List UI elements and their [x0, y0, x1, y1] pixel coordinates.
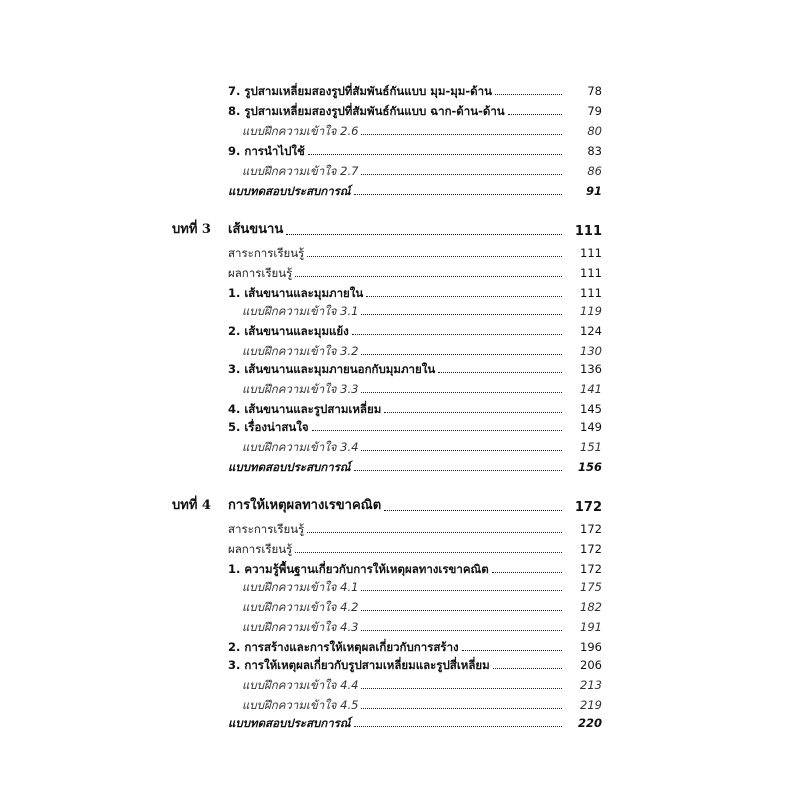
- entry-page: 136: [580, 362, 602, 376]
- toc-entry: [228, 398, 602, 417]
- toc-subentry: [242, 160, 602, 179]
- entry-page: 141: [580, 382, 602, 396]
- entry-page: 219: [580, 698, 602, 712]
- entry-page: 80: [587, 124, 602, 138]
- entry-page: 172: [580, 522, 602, 536]
- entry-title: แบบฝึกความเข้าใจ 2.6: [242, 124, 359, 138]
- toc-entry: [228, 262, 602, 281]
- chapter-label: บทที่ 3: [172, 222, 211, 237]
- entry-page: 111: [580, 246, 602, 260]
- entry-title: แบบทดสอบประสบการณ์: [228, 184, 351, 198]
- dot-leader: [361, 688, 562, 689]
- entry-title: แบบฝึกความเข้าใจ 3.2: [242, 344, 359, 358]
- entry-title: แบบฝึกความเข้าใจ 3.1: [242, 304, 359, 318]
- entry-title: แบบฝึกความเข้าใจ 2.7: [242, 164, 359, 178]
- entry-title: 3. การให้เหตุผลเกี่ยวกับรูปสามเหลี่ยมและรูปสี่เหลี่ยม: [228, 658, 490, 672]
- entry-page: 86: [587, 164, 602, 178]
- entry-page: 175: [580, 580, 602, 594]
- dot-leader: [462, 650, 562, 651]
- toc-subentry: [242, 300, 602, 319]
- entry-page: 124: [580, 324, 602, 338]
- toc-subentry: [242, 596, 602, 615]
- dot-leader: [361, 392, 562, 393]
- toc-subentry: [242, 674, 602, 693]
- entry-page: 206: [580, 658, 602, 672]
- toc-subentry: [242, 378, 602, 397]
- dot-leader: [361, 134, 562, 135]
- entry-title: แบบฝึกความเข้าใจ 3.3: [242, 382, 359, 396]
- toc-entry: [228, 320, 602, 339]
- dot-leader: [307, 256, 562, 257]
- toc-test-entry: [228, 456, 602, 475]
- dot-leader: [354, 470, 562, 471]
- toc-subentry: [242, 576, 602, 595]
- chapter-heading: [172, 218, 602, 240]
- dot-leader: [366, 296, 562, 297]
- toc-entry: [228, 518, 602, 537]
- dot-leader: [361, 708, 562, 709]
- entry-page: 79: [587, 104, 602, 118]
- dot-leader: [361, 174, 562, 175]
- entry-title: แบบฝึกความเข้าใจ 4.4: [242, 678, 359, 692]
- dot-leader: [508, 114, 562, 115]
- toc-entry: [228, 538, 602, 557]
- toc-test-entry: [228, 712, 602, 731]
- toc-entry: [228, 242, 602, 261]
- dot-leader: [384, 510, 562, 511]
- entry-page: 145: [580, 402, 602, 416]
- dot-leader: [493, 668, 562, 669]
- entry-title: 8. รูปสามเหลี่ยมสองรูปที่สัมพันธ์กันแบบ ฉาก-ด้าน-ด้าน: [228, 104, 505, 118]
- dot-leader: [286, 234, 562, 235]
- entry-page: 172: [580, 542, 602, 556]
- entry-title: สาระการเรียนรู้: [228, 246, 305, 260]
- entry-page: 156: [577, 460, 602, 474]
- entry-title: แบบฝึกความเข้าใจ 4.1: [242, 580, 359, 594]
- entry-title: 7. รูปสามเหลี่ยมสองรูปที่สัมพันธ์กันแบบ มุม-มุม-ด้าน: [228, 84, 492, 98]
- chapter-page: 172: [574, 500, 602, 515]
- entry-page: 149: [580, 420, 602, 434]
- dot-leader: [352, 334, 562, 335]
- entry-title: 1. เส้นขนานและมุมภายใน: [228, 286, 364, 300]
- toc-entry: [228, 80, 602, 99]
- entry-page: 130: [580, 344, 602, 358]
- entry-page: 83: [587, 144, 602, 158]
- dot-leader: [361, 314, 562, 315]
- entry-page: 196: [580, 640, 602, 654]
- dot-leader: [438, 372, 562, 373]
- toc-entry: [228, 654, 602, 673]
- dot-leader: [354, 726, 562, 727]
- chapter-heading: [172, 494, 602, 516]
- entry-page: 78: [587, 84, 602, 98]
- entry-page: 151: [580, 440, 602, 454]
- entry-page: 91: [585, 184, 602, 198]
- entry-title: แบบฝึกความเข้าใจ 4.5: [242, 698, 359, 712]
- dot-leader: [361, 630, 562, 631]
- entry-page: 213: [580, 678, 602, 692]
- dot-leader: [361, 354, 562, 355]
- entry-page: 182: [580, 600, 602, 614]
- toc-subentry: [242, 120, 602, 139]
- entry-page: 191: [580, 620, 602, 634]
- entry-title: แบบฝึกความเข้าใจ 3.4: [242, 440, 359, 454]
- dot-leader: [295, 552, 562, 553]
- entry-title: 2. การสร้างและการให้เหตุผลเกี่ยวกับการสร้าง: [228, 640, 459, 654]
- entry-title: ผลการเรียนรู้: [228, 266, 293, 280]
- toc-subentry: [242, 436, 602, 455]
- dot-leader: [312, 430, 562, 431]
- toc-entry: [228, 100, 602, 119]
- toc-subentry: [242, 694, 602, 713]
- entry-page: 172: [580, 562, 602, 576]
- dot-leader: [307, 532, 562, 533]
- chapter-title: เส้นขนาน: [228, 222, 284, 237]
- entry-title: 5. เรื่องน่าสนใจ: [228, 420, 309, 434]
- entry-page: 111: [580, 286, 602, 300]
- entry-title: แบบฝึกความเข้าใจ 4.2: [242, 600, 359, 614]
- toc-subentry: [242, 616, 602, 635]
- dot-leader: [361, 450, 562, 451]
- dot-leader: [354, 194, 562, 195]
- dot-leader: [308, 154, 562, 155]
- dot-leader: [492, 572, 562, 573]
- entry-title: แบบทดสอบประสบการณ์: [228, 716, 351, 730]
- entry-title: 1. ความรู้พื้นฐานเกี่ยวกับการให้เหตุผลทางเรขาคณิต: [228, 562, 489, 576]
- toc-entry: [228, 558, 602, 577]
- dot-leader: [295, 276, 562, 277]
- dot-leader: [495, 94, 562, 95]
- toc-entry: [228, 416, 602, 435]
- entry-page: 220: [577, 716, 602, 730]
- entry-page: 119: [580, 304, 602, 318]
- entry-page: 111: [580, 266, 602, 280]
- entry-title: สาระการเรียนรู้: [228, 522, 305, 536]
- chapter-page: 111: [574, 224, 602, 239]
- entry-title: 3. เส้นขนานและมุมภายนอกกับมุมภายใน: [228, 362, 436, 376]
- entry-title: แบบทดสอบประสบการณ์: [228, 460, 351, 474]
- toc-subentry: [242, 340, 602, 359]
- toc-entry: [228, 282, 602, 301]
- dot-leader: [361, 610, 562, 611]
- chapter-title: การให้เหตุผลทางเรขาคณิต: [228, 498, 382, 513]
- entry-title: 9. การนำไปใช้: [228, 144, 305, 158]
- entry-title: แบบฝึกความเข้าใจ 4.3: [242, 620, 359, 634]
- toc-entry: [228, 636, 602, 655]
- chapter-label: บทที่ 4: [172, 498, 211, 513]
- entry-title: 4. เส้นขนานและรูปสามเหลี่ยม: [228, 402, 382, 416]
- toc-entry: [228, 358, 602, 377]
- toc-test-entry: [228, 180, 602, 199]
- dot-leader: [361, 590, 562, 591]
- dot-leader: [384, 412, 562, 413]
- entry-title: 2. เส้นขนานและมุมแย้ง: [228, 324, 349, 338]
- entry-title: ผลการเรียนรู้: [228, 542, 293, 556]
- toc-entry: [228, 140, 602, 159]
